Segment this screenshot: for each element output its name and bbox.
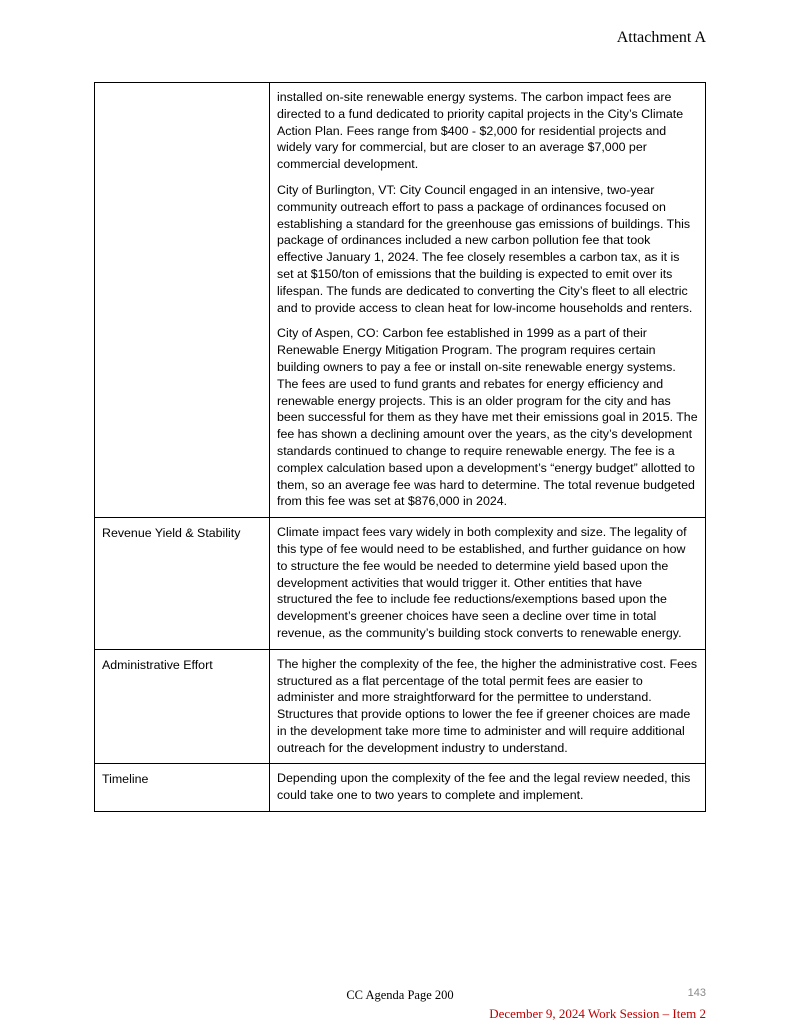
evaluation-table [94, 82, 706, 812]
paragraph-aspen: City of Aspen, CO: Carbon fee established in 1999 as a part of their Renewable Energy Mitigation Program. The program requires certain building owners to pay a fee or install on-site renewable energy systems. The fees are used to fund grants and rebates for energy efficiency and renewable energy projects. This is an older program for the city and has been successful for them as they have met their emissions goal in 2015. The fee has shown a declining amount over the years, as the city’s development standards continued to change to require renewable energy. The fee is a complex calculation based upon a development’s “energy budget” allotted to them, so an average fee was hard to determine. The total revenue budgeted from this fee was set at $876,000 in 2024. [277, 326, 698, 509]
row-content [270, 764, 706, 812]
paragraph-timeline: Depending upon the complexity of the fee and the legal review needed, this could take one to two years to complete and implement. [277, 771, 691, 803]
row-label [95, 83, 270, 518]
paragraph-burlington: City of Burlington, VT: City Council engaged in an intensive, two-year community outreach effort to pass a package of ordinances focused on establishing a standard for the greenhouse gas emissions of buildings. This package of ordinances included a new carbon pollution fee that took effective January 1, 2024. The fee closely resembles a carbon tax, as it is set at $150/ton of emissions that the building is expected to emit over its lifespan. The funds are dedicated to converting the City’s fleet to all electric and to provide access to clean heat for low-income households and renters. [277, 182, 693, 315]
page-number: 143 [687, 987, 706, 999]
session-label: December 9, 2024 Work Session – Item 2 [489, 1006, 706, 1021]
row-content [270, 649, 706, 764]
attachment-heading: Attachment A [616, 29, 706, 46]
row-content [270, 83, 706, 518]
table-row [95, 649, 706, 764]
agenda-page-label: CC Agenda Page 200 [346, 988, 454, 1002]
paragraph-administrative-effort: The higher the complexity of the fee, the higher the administrative cost. Fees structured as a flat percentage of the total permit fees are easier to administer and more straightforward for the permittee to understand. Structures that provide options to lower the fee if greener choices are made in the development take more time to administer and will require additional outreach for the development industry to understand. [277, 656, 698, 755]
table-row [95, 764, 706, 812]
table-row [95, 518, 706, 650]
paragraph-carbon-impact-fees: installed on-site renewable energy systems. The carbon impact fees are directed to a fund dedicated to priority capital projects in the City’s Climate Action Plan. Fees range from $400 - $2,000 for residential projects and widely vary for commercial, but are closer to an average $7,000 per commercial development. [277, 90, 684, 172]
row-label: Revenue Yield & Stability [95, 518, 270, 650]
row-label: Administrative Effort [95, 649, 270, 764]
row-content [270, 518, 706, 650]
paragraph-revenue-yield: Climate impact fees vary widely in both complexity and size. The legality of this type of fee would need to be established, and further guidance on how to structure the fee would be needed to determine yield based upon the development activities that would trigger it. Other entities that have structured the fee to include fee reductions/exemptions based upon the development’s greener choices have seen a decline over time in total revenue, as the community’s building stock converts to renewable energy. [277, 525, 687, 640]
row-label: Timeline [95, 764, 270, 812]
table-row [95, 83, 706, 518]
